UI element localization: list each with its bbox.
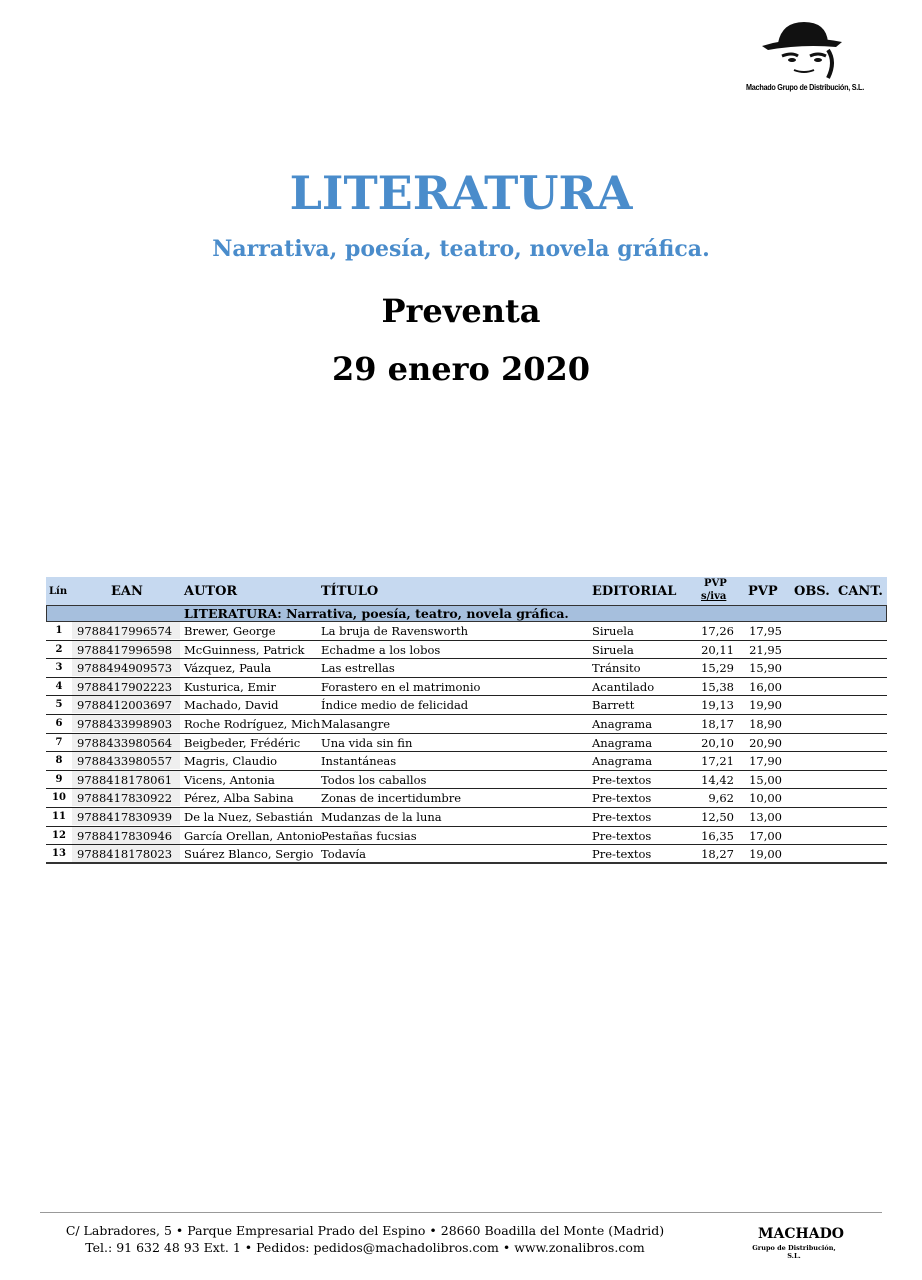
section-row xyxy=(46,605,887,622)
publisher-cell: Pre-textos xyxy=(592,772,652,787)
title-cell: Las estrellas xyxy=(321,661,395,676)
row-number: 7 xyxy=(55,736,63,748)
price-cell: 15,00 xyxy=(749,772,782,787)
publisher-cell: Anagrama xyxy=(592,735,653,750)
row-number: 1 xyxy=(55,625,63,636)
author-cell: Magris, Claudio xyxy=(184,754,278,769)
price-cell: 16,00 xyxy=(749,679,782,694)
table-row xyxy=(46,752,887,771)
table-row xyxy=(46,845,887,864)
ean-cell: 9788412003697 xyxy=(72,696,180,713)
price-no-vat-cell: 17,21 xyxy=(701,754,734,769)
title-cell: Índice medio de felicidad xyxy=(321,698,469,713)
row-number: 3 xyxy=(55,662,63,674)
title-cell: Una vida sin fin xyxy=(321,735,413,750)
author-cell: Pérez, Alba Sabina xyxy=(184,791,294,806)
table-row xyxy=(46,641,887,660)
publisher-cell: Tránsito xyxy=(592,661,641,676)
price-no-vat-cell: 12,50 xyxy=(701,809,734,824)
price-cell: 18,90 xyxy=(749,716,782,731)
footer-contact: Tel.: 91 632 48 93 Ext. 1 • Pedidos: pedidos@machadolibros.com • www.zonalibros.com xyxy=(85,1240,645,1255)
page-subtitle: Narrativa, poesía, teatro, novela gráfica. xyxy=(212,236,710,262)
price-cell: 21,95 xyxy=(749,642,782,657)
price-no-vat-cell: 15,38 xyxy=(701,679,734,694)
table-row xyxy=(46,808,887,827)
table-row xyxy=(46,678,887,697)
author-cell: Machado, David xyxy=(184,698,279,713)
price-cell: 10,00 xyxy=(749,791,782,806)
title-cell: Malasangre xyxy=(321,716,390,731)
ean-cell: 9788418178061 xyxy=(72,771,180,788)
row-number: 2 xyxy=(55,643,63,655)
row-number: 11 xyxy=(52,810,66,822)
price-no-vat-cell: 15,29 xyxy=(701,661,734,676)
table-row xyxy=(46,827,887,846)
author-cell: García Orellan, Antonio xyxy=(184,828,323,843)
publisher-cell: Pre-textos xyxy=(592,828,652,843)
row-number: 9 xyxy=(55,773,63,785)
publisher-cell: Anagrama xyxy=(592,716,653,731)
publisher-cell: Pre-textos xyxy=(592,847,652,862)
product-table xyxy=(46,577,887,864)
publisher-cell: Pre-textos xyxy=(592,809,652,824)
price-no-vat-cell: 16,35 xyxy=(701,828,734,843)
row-number: 5 xyxy=(55,699,63,711)
title-cell: Pestañas fucsias xyxy=(321,828,417,843)
table-row xyxy=(46,734,887,753)
ean-cell: 9788433980564 xyxy=(72,734,180,751)
author-cell: Suárez Blanco, Sergio xyxy=(184,847,314,862)
col-lin: Lín xyxy=(49,586,68,597)
col-pvp: PVP xyxy=(748,584,778,599)
price-no-vat-cell: 18,27 xyxy=(701,847,734,862)
ean-cell: 9788433998903 xyxy=(72,715,180,732)
col-obs: OBS. xyxy=(794,584,830,599)
ean-cell: 9788417830939 xyxy=(72,808,180,825)
presale-label: Preventa xyxy=(381,292,541,330)
footer-address: C/ Labradores, 5 • Parque Empresarial Prado del Espino • 28660 Boadilla del Monte (Madrid) xyxy=(65,1223,665,1238)
publisher-cell: Pre-textos xyxy=(592,791,652,806)
table-row xyxy=(46,771,887,790)
col-pvp-siva-bottom: s/iva xyxy=(701,591,727,602)
price-cell: 13,00 xyxy=(749,809,782,824)
price-no-vat-cell: 14,42 xyxy=(701,772,734,787)
price-cell: 17,95 xyxy=(749,624,782,638)
ean-cell: 9788417902223 xyxy=(72,678,180,695)
ean-cell: 9788494909573 xyxy=(72,659,180,676)
price-cell: 20,90 xyxy=(749,735,782,750)
row-number: 12 xyxy=(52,829,66,841)
publisher-cell: Anagrama xyxy=(592,754,653,769)
author-cell: Vicens, Antonia xyxy=(184,772,275,787)
man-with-hat-icon xyxy=(732,16,878,82)
table-row xyxy=(46,659,887,678)
logo-text: Machado Grupo de Distribución, S.L. xyxy=(746,82,864,92)
title-cell: Echadme a los lobos xyxy=(321,642,441,657)
price-no-vat-cell: 19,13 xyxy=(701,698,734,713)
author-cell: De la Nuez, Sebastián xyxy=(184,809,313,824)
section-title: LITERATURA: Narrativa, poesía, teatro, novela gráfica. xyxy=(184,606,569,621)
col-pvp-siva-top: PVP xyxy=(704,578,727,589)
price-no-vat-cell: 18,17 xyxy=(701,716,734,731)
publisher-cell: Siruela xyxy=(592,642,634,657)
ean-cell: 9788417996598 xyxy=(72,641,180,658)
publisher-cell: Barrett xyxy=(592,698,635,713)
author-cell: Brewer, George xyxy=(184,624,276,638)
title-cell: Instantáneas xyxy=(321,754,397,769)
price-cell: 19,90 xyxy=(749,698,782,713)
ean-cell: 9788417830922 xyxy=(72,789,180,806)
col-ean: EAN xyxy=(111,584,143,599)
author-cell: Roche Rodríguez, Mich xyxy=(184,716,321,731)
page-title: LITERATURA xyxy=(289,166,633,220)
table-row xyxy=(46,715,887,734)
title-cell: Forastero en el matrimonio xyxy=(321,679,481,694)
publisher-cell: Siruela xyxy=(592,624,634,638)
footer-brand: MACHADO xyxy=(758,1226,844,1242)
title-cell: Zonas de incertidumbre xyxy=(321,791,462,806)
presale-date: 29 enero 2020 xyxy=(331,350,591,388)
row-number: 4 xyxy=(55,680,63,692)
price-no-vat-cell: 9,62 xyxy=(708,791,734,806)
title-cell: Todos los caballos xyxy=(321,772,427,787)
publisher-cell: Acantilado xyxy=(592,679,655,694)
footer-divider xyxy=(40,1212,882,1213)
price-no-vat-cell: 17,26 xyxy=(701,624,734,638)
price-cell: 19,00 xyxy=(749,847,782,862)
col-cant: CANT. xyxy=(838,584,883,599)
ean-cell: 9788417996574 xyxy=(72,622,180,639)
table-row xyxy=(46,622,887,641)
title-cell: La bruja de Ravensworth xyxy=(321,624,468,638)
author-cell: Vázquez, Paula xyxy=(184,661,272,676)
price-no-vat-cell: 20,11 xyxy=(701,642,734,657)
row-number: 10 xyxy=(52,792,66,804)
row-number: 6 xyxy=(55,717,63,729)
author-cell: McGuinness, Patrick xyxy=(184,642,305,657)
price-no-vat-cell: 20,10 xyxy=(701,735,734,750)
company-logo xyxy=(732,16,878,96)
table-body xyxy=(46,622,887,864)
col-autor: AUTOR xyxy=(184,584,238,599)
price-cell: 15,90 xyxy=(749,661,782,676)
footer-brand-sub: Grupo de Distribución, S.L. xyxy=(752,1244,836,1260)
table-row xyxy=(46,696,887,715)
table-row xyxy=(46,789,887,808)
author-cell: Beigbeder, Frédéric xyxy=(184,735,301,750)
author-cell: Kusturica, Emir xyxy=(184,679,276,694)
col-editorial: EDITORIAL xyxy=(592,584,677,599)
title-cell: Todavía xyxy=(321,847,366,862)
col-titulo: TÍTULO xyxy=(321,584,379,599)
price-cell: 17,00 xyxy=(749,828,782,843)
row-number: 8 xyxy=(55,755,63,767)
ean-cell: 9788418178023 xyxy=(72,845,180,862)
ean-cell: 9788417830946 xyxy=(72,827,180,844)
title-cell: Mudanzas de la luna xyxy=(321,809,442,824)
ean-cell: 9788433980557 xyxy=(72,752,180,769)
row-number: 13 xyxy=(52,848,66,860)
price-cell: 17,90 xyxy=(749,754,782,769)
table-header xyxy=(46,577,887,605)
